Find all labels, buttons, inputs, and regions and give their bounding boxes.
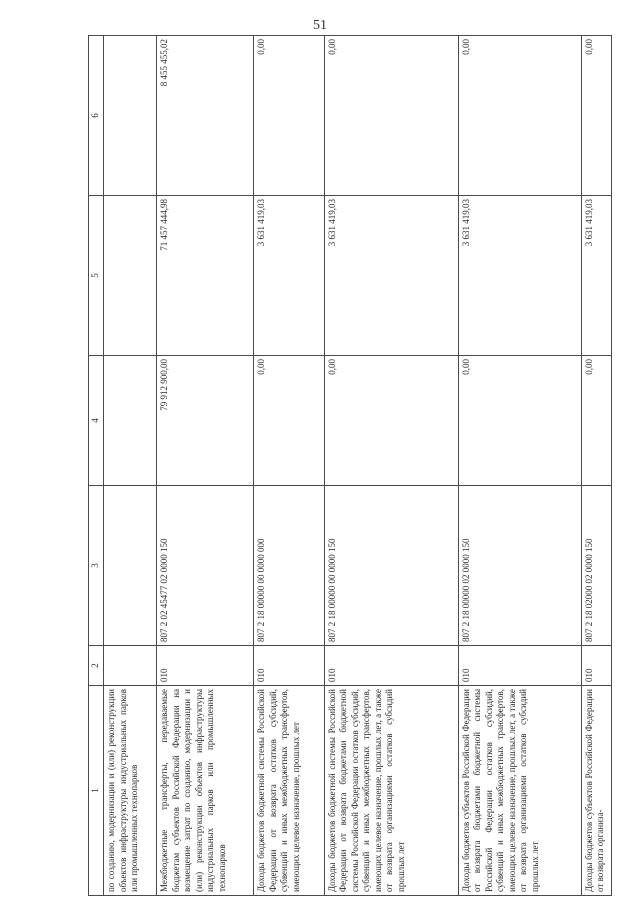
- table-row: [458, 36, 581, 896]
- row-value-col5: 3 631 419,03: [324, 196, 458, 356]
- row-code: 010: [581, 646, 611, 686]
- row-value-col4: 0,00: [458, 356, 581, 486]
- row-value-col4: 79 912 900,00: [157, 356, 254, 486]
- row-value-col4: 0,00: [581, 356, 611, 486]
- row-description: Доходы бюджетов субъектов Российской Федерации от возврата бюджетами бюджетной системы Российской Федерации остатков субсидий, субвенций и иных межбюджетных трансфертов, имеющих целевое назначение, прошлых лет, а также от возврата организациями остатков субсидий прошлых лет: [458, 686, 581, 896]
- row-value-col5: 71 457 444,98: [157, 196, 254, 356]
- row-budget-code: 807 2 02 45477 02 0000 150: [157, 486, 254, 646]
- row-value-col5: [104, 196, 157, 356]
- row-value-col4: [104, 356, 157, 486]
- table-row: [254, 36, 325, 896]
- row-code: [104, 646, 157, 686]
- row-description: по созданию, модернизации и (или) реконструкции объектов инфраструктуры индустриальных парков или промышленных технопарков: [104, 686, 157, 896]
- row-description: Доходы бюджетов бюджетной системы Российской Федерации от возврата бюджетами бюджетной системы Российской Федерации остатков субсидий, субвенций и иных межбюджетных трансфертов, имеющих целевое назначение, прошлых лет, а также от возврата организациями остатков субсидий прошлых лет: [324, 686, 458, 896]
- row-value-col5: 3 631 419,03: [581, 196, 611, 356]
- table-row: [104, 36, 157, 896]
- row-budget-code: 807 2 18 00000 02 0000 150: [458, 486, 581, 646]
- column-header: 6: [89, 36, 104, 196]
- row-budget-code: [104, 486, 157, 646]
- row-budget-code: 807 2 18 02000 02 0000 150: [581, 486, 611, 646]
- row-description: Доходы бюджетов бюджетной системы Российской Федерации от возврата остатков субсидий, субвенций и иных межбюджетных трансфертов, имеющих целевое назначение, прошлых лет: [254, 686, 325, 896]
- rotated-table-frame: [88, 36, 612, 896]
- column-header: 2: [89, 646, 104, 686]
- row-value-col6: 0,00: [458, 36, 581, 196]
- row-budget-code: 807 2 18 00000 00 0000 000: [254, 486, 325, 646]
- table-row: [324, 36, 458, 896]
- row-value-col5: 3 631 419,03: [254, 196, 325, 356]
- row-value-col5: 3 631 419,03: [458, 196, 581, 356]
- row-value-col6: 8 455 455,02: [157, 36, 254, 196]
- column-header: 5: [89, 196, 104, 356]
- row-description: Доходы бюджетов субъектов Российской Федерации от возврата организа-: [581, 686, 611, 896]
- row-value-col6: 0,00: [324, 36, 458, 196]
- row-code: 010: [458, 646, 581, 686]
- row-value-col6: 0,00: [581, 36, 611, 196]
- row-code: 010: [254, 646, 325, 686]
- header-row: [89, 36, 104, 896]
- row-budget-code: 807 2 18 00000 00 0000 150: [324, 486, 458, 646]
- column-header: 3: [89, 486, 104, 646]
- row-code: 010: [324, 646, 458, 686]
- budget-table: [88, 35, 612, 896]
- row-code: 010: [157, 646, 254, 686]
- page-number: 51: [313, 18, 327, 33]
- row-description: Межбюджетные трансферты, передаваемые бюджетам субъектов Российской Федерации на возмещение затрат по созданию, модернизации и (или) реконструкции объектов инфраструктуры индустриальных парков или промышленных технопарков: [157, 686, 254, 896]
- table-row: [581, 36, 611, 896]
- column-header: 4: [89, 356, 104, 486]
- row-value-col4: 0,00: [324, 356, 458, 486]
- row-value-col6: 0,00: [254, 36, 325, 196]
- row-value-col6: [104, 36, 157, 196]
- row-value-col4: 0,00: [254, 356, 325, 486]
- column-header: 1: [89, 686, 104, 896]
- table-row: [157, 36, 254, 896]
